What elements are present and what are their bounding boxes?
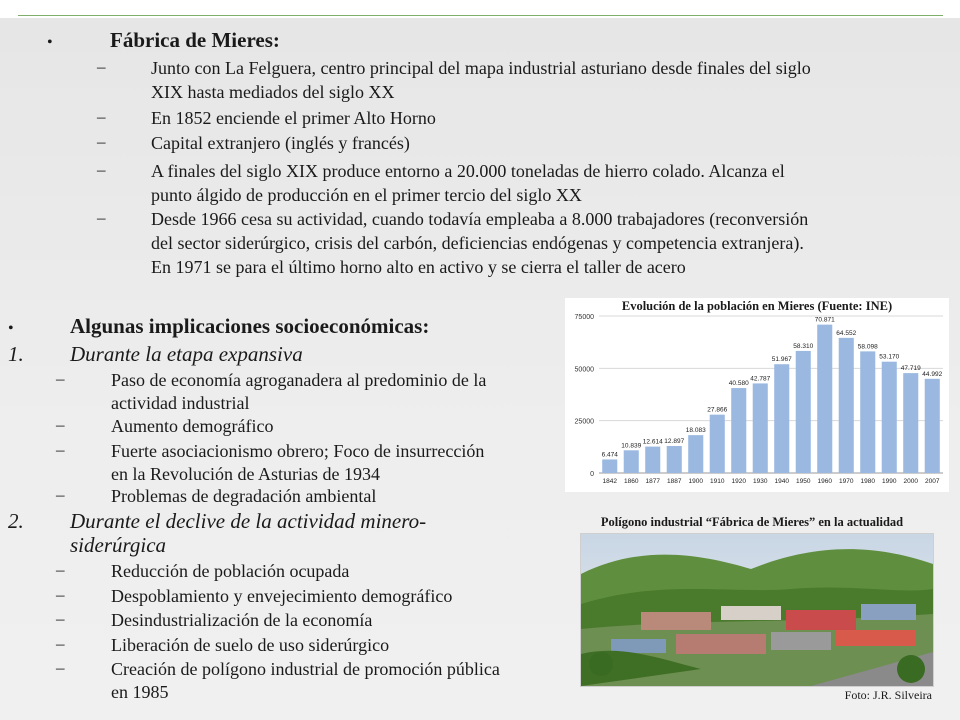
section1-item-line: punto álgido de producción en el primer tercio del siglo XX (151, 185, 582, 205)
section1-item-line: XIX hasta mediados del siglo XX (151, 82, 395, 102)
section1-item-line: Junto con La Felguera, centro principal del mapa industrial asturiano desde finales del siglo (151, 58, 811, 78)
bar-value-label: 47.719 (900, 365, 921, 373)
sub2-title-line: siderúrgica (70, 533, 167, 557)
x-tick-label: 1887 (667, 478, 682, 485)
landscape-illustration (581, 534, 933, 686)
sub2-item-line: Despoblamiento y envejecimiento demográfico (111, 586, 453, 606)
sub1-title: Durante la etapa expansiva (70, 342, 303, 366)
x-tick-label: 1980 (860, 478, 875, 485)
bar-value-label: 53.170 (879, 353, 900, 361)
population-chart (565, 298, 949, 492)
sub1-item-line: en la Revolución de Asturias de 1934 (111, 464, 380, 484)
bar-value-label: 58.310 (793, 342, 814, 350)
section1-item-line: A finales del siglo XIX produce entorno a 20.000 toneladas de hierro colado. Alcanza el (151, 161, 785, 181)
bar-value-label: 6.474 (601, 451, 618, 459)
sub2-number: 2. (8, 509, 24, 533)
bar (753, 383, 768, 473)
bar-value-label: 44.992 (922, 370, 943, 378)
bar (882, 362, 897, 473)
y-tick-label: 25000 (574, 418, 594, 426)
sub2-item-line: Creación de polígono industrial de promoción pública (111, 659, 500, 679)
sub2-dash: – (56, 560, 65, 579)
bar-value-label: 40.580 (728, 380, 749, 388)
x-tick-label: 1910 (710, 478, 725, 485)
y-tick-label: 75000 (574, 314, 594, 321)
x-tick-label: 1860 (624, 478, 639, 485)
sub2-dash: – (56, 634, 65, 653)
photo-credit: Foto: J.R. Silveira (844, 688, 932, 702)
section1-dash: – (97, 107, 106, 126)
bar (731, 388, 746, 473)
section1-dash: – (97, 57, 106, 76)
bar-value-label: 12.614 (642, 438, 663, 446)
x-tick-label: 1970 (839, 478, 854, 485)
bar (645, 447, 660, 473)
y-tick-label: 0 (590, 471, 594, 478)
sub1-dash: – (56, 485, 65, 504)
y-tick-label: 50000 (574, 366, 594, 374)
sub1-dash: – (56, 415, 65, 434)
x-tick-label: 1990 (882, 478, 897, 485)
bar-value-label: 27.866 (707, 406, 728, 414)
section2-bullet: • (8, 320, 14, 337)
section1-dash: – (97, 208, 106, 227)
x-tick-label: 2000 (903, 478, 918, 485)
bar-value-label: 12.897 (664, 438, 685, 446)
bar-value-label: 18.083 (685, 427, 706, 435)
section1-title: Fábrica de Mieres: (110, 28, 280, 52)
bar-value-label: 64.552 (836, 329, 857, 337)
section1-dash: – (97, 160, 106, 179)
population-chart-svg (565, 298, 949, 492)
bar (602, 459, 617, 473)
bar (903, 373, 918, 473)
sub2-item-line: Desindustrialización de la economía (111, 610, 373, 630)
sub1-item-line: Aumento demográfico (111, 416, 274, 436)
bar-value-label: 51.967 (771, 356, 792, 364)
bar (839, 338, 854, 473)
x-tick-label: 1900 (688, 478, 703, 485)
bar (710, 415, 725, 473)
sub2-item-line: Liberación de suelo de uso siderúrgico (111, 635, 390, 655)
sub1-item-line: Problemas de degradación ambiental (111, 486, 377, 506)
sub2-dash: – (56, 609, 65, 628)
chart-title: Evolución de la población en Mieres (Fuente: INE) (621, 299, 893, 313)
industrial-estate-photo (580, 533, 934, 687)
x-tick-label: 1940 (774, 478, 789, 485)
sub1-dash: – (56, 440, 65, 459)
bar-value-label: 42.787 (750, 375, 771, 383)
bar (817, 325, 832, 473)
x-tick-label: 2007 (925, 478, 940, 485)
sub1-item-line: Paso de economía agroganadera al predominio de la (111, 370, 487, 390)
x-tick-label: 1877 (645, 478, 660, 485)
section1-item-line: del sector siderúrgico, crisis del carbón, deficiencias endógenas y competencia extranjera). (151, 233, 804, 253)
section1-item-line: Desde 1966 cesa su actividad, cuando todavía empleaba a 8.000 trabajadores (reconversión (151, 209, 809, 229)
sub1-item-line: Fuerte asociacionismo obrero; Foco de insurrección (111, 441, 485, 461)
section1-dash: – (97, 132, 106, 151)
bar (860, 351, 875, 473)
bar-value-label: 10.839 (621, 442, 642, 450)
x-tick-label: 1920 (731, 478, 746, 485)
bar (925, 379, 940, 473)
section2-title: Algunas implicaciones socioeconómicas: (70, 314, 430, 338)
section1-item-line: En 1852 enciende el primer Alto Horno (151, 108, 436, 128)
sub2-dash: – (56, 585, 65, 604)
sub2-title-line: Durante el declive de la actividad minero- (70, 509, 427, 533)
sub1-number: 1. (8, 342, 24, 366)
sub2-item-line: en 1985 (111, 682, 169, 702)
bar-value-label: 70.871 (814, 316, 835, 324)
bar (796, 351, 811, 473)
sub2-item-line: Reducción de población ocupada (111, 561, 350, 581)
sub2-dash: – (56, 658, 65, 677)
section1-item-line: Capital extranjero (inglés y francés) (151, 133, 410, 153)
x-tick-label: 1842 (602, 478, 617, 485)
bar (774, 364, 789, 473)
bar (624, 450, 639, 473)
top-rule (18, 15, 943, 16)
sub1-item-line: actividad industrial (111, 393, 250, 413)
bar-value-label: 58.098 (857, 343, 878, 351)
photo-title: Polígono industrial “Fábrica de Mieres” en la actualidad (600, 515, 904, 529)
x-tick-label: 1950 (796, 478, 811, 485)
bar (688, 435, 703, 473)
section1-item-line: En 1971 se para el último horno alto en activo y se cierra el taller de acero (151, 257, 686, 277)
x-tick-label: 1930 (753, 478, 768, 485)
sub1-dash: – (56, 369, 65, 388)
bar (667, 446, 682, 473)
x-tick-label: 1960 (817, 478, 832, 485)
section1-bullet: • (47, 34, 53, 51)
